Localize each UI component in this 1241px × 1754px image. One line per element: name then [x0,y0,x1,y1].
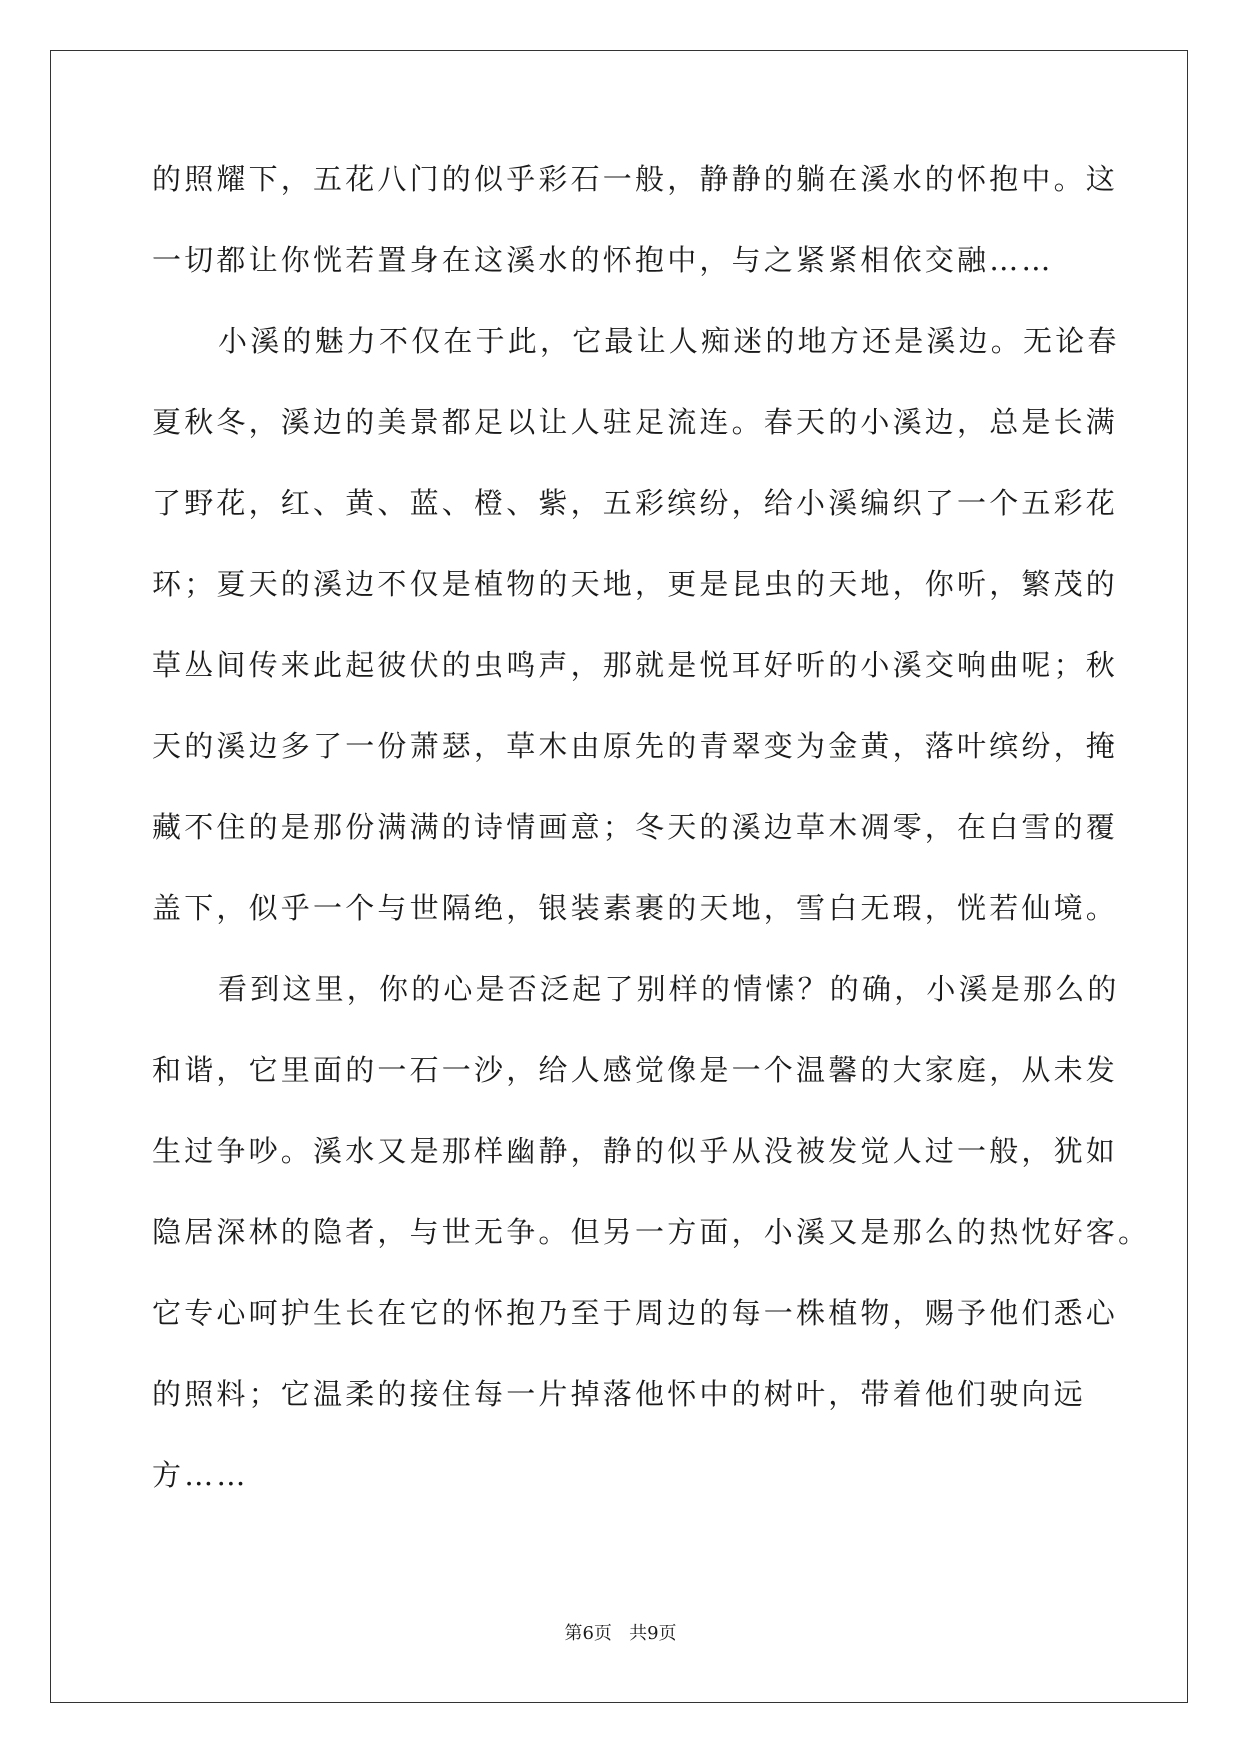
text-line: 和谐，它里面的一石一沙，给人感觉像是一个温馨的大家庭，从未发 [152,1053,1119,1087]
page-number-footer: 第6页 共9页 [564,1623,677,1644]
text-line: 它专心呵护生长在它的怀抱乃至于周边的每一株植物，赐予他们悉心 [152,1296,1119,1330]
text-line: 了野花，红、黄、蓝、橙、紫，五彩缤纷，给小溪编织了一个五彩花 [152,486,1119,520]
body-text [152,162,1151,1539]
text-line: 夏秋冬，溪边的美景都足以让人驻足流连。春天的小溪边，总是长满 [152,405,1119,439]
paragraph-first-line: 看到这里，你的心是否泛起了别样的情愫？的确，小溪是那么的 [218,972,1120,1006]
text-line: 隐居深林的隐者，与世无争。但另一方面，小溪又是那么的热忱好客。 [152,1215,1151,1249]
paragraph-first-line: 小溪的魅力不仅在于此，它最让人痴迷的地方还是溪边。无论春 [218,324,1120,358]
text-line: 环；夏天的溪边不仅是植物的天地，更是昆虫的天地，你听，繁茂的 [152,567,1119,601]
text-line: 天的溪边多了一份萧瑟，草木由原先的青翠变为金黄，落叶缤纷，掩 [152,729,1119,763]
text-line: 方…… [152,1458,249,1492]
text-line: 的照耀下，五花八门的似乎彩石一般，静静的躺在溪水的怀抱中。这 [152,162,1119,196]
text-line: 盖下，似乎一个与世隔绝，银装素裹的天地，雪白无瑕，恍若仙境。 [152,891,1119,925]
text-line: 藏不住的是那份满满的诗情画意；冬天的溪边草木凋零，在白雪的覆 [152,810,1119,844]
text-line: 的照料；它温柔的接住每一片掉落他怀中的树叶，带着他们驶向远 [152,1377,1086,1411]
text-line: 草丛间传来此起彼伏的虫鸣声，那就是悦耳好听的小溪交响曲呢；秋 [152,648,1119,682]
text-line: 一切都让你恍若置身在这溪水的怀抱中，与之紧紧相依交融…… [152,243,1054,277]
text-line: 生过争吵。溪水又是那样幽静，静的似乎从没被发觉人过一般，犹如 [152,1134,1119,1168]
